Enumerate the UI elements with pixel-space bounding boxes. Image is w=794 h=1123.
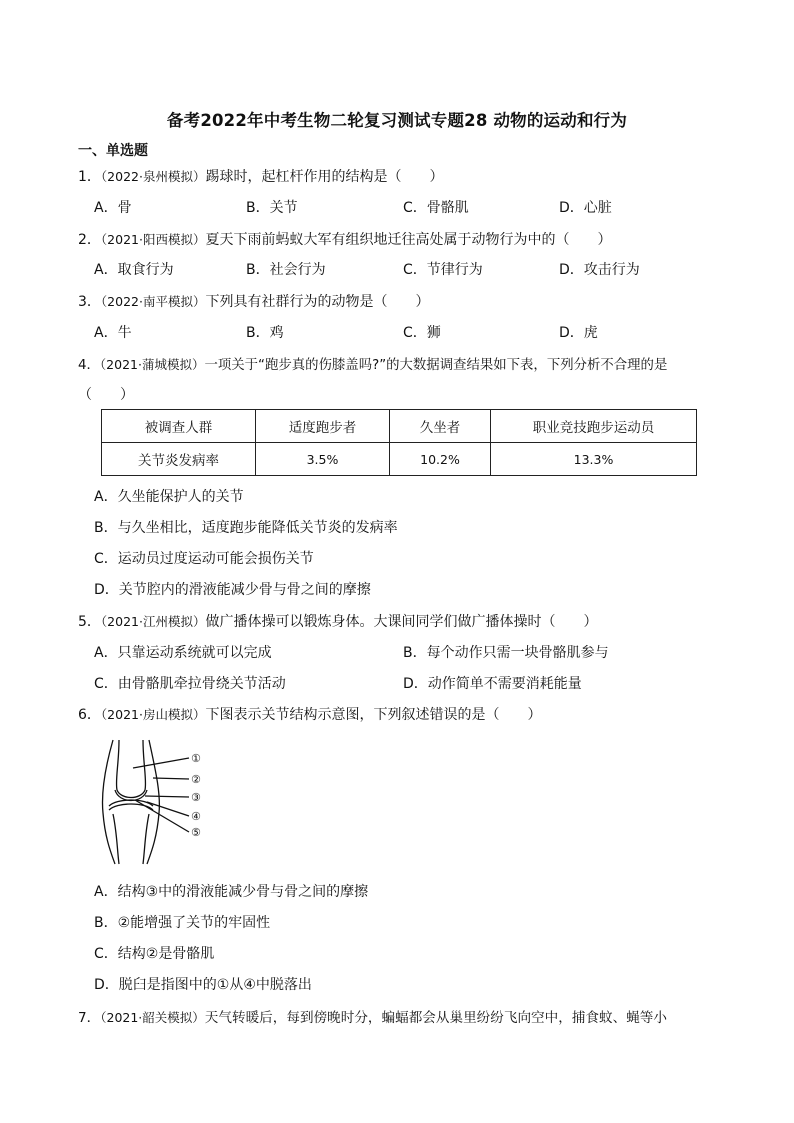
question-source: （2021·蒲城模拟） — [99, 357, 205, 372]
question-number: 5． — [78, 614, 101, 630]
joint-head — [116, 740, 145, 798]
question-4-continuation: （ ） — [78, 387, 134, 403]
option-c[interactable]: C．由骨骼肌牵拉骨绕关节活动 — [94, 676, 286, 692]
question-text: 做广播体操可以锻炼身体。大课间同学们做广播体操时（ ） — [205, 614, 598, 630]
question-number: 1． — [78, 169, 101, 185]
leader-line — [133, 758, 189, 768]
options-q1 — [94, 197, 714, 217]
leader-line — [135, 800, 189, 832]
section-heading: 一、单选题 — [78, 143, 148, 159]
joint-cartilage-upper — [115, 790, 147, 801]
option-a[interactable]: A．牛 — [94, 325, 132, 341]
diagram-label-1: ① — [191, 752, 201, 765]
table-header-row — [102, 410, 697, 443]
joint-structure-diagram — [95, 738, 210, 866]
option-c[interactable]: C．结构②是骨骼肌 — [94, 946, 215, 962]
table-header-cell: 适度跑步者 — [256, 410, 390, 443]
option-c[interactable]: C．节律行为 — [403, 262, 483, 278]
question-number: 3． — [78, 294, 101, 310]
question-text: 踢球时，起杠杆作用的结构是（ ） — [205, 169, 444, 185]
option-d[interactable]: D．脱臼是指图中的①从④中脱落出 — [94, 977, 312, 993]
diagram-label-5: ⑤ — [191, 826, 201, 839]
table-header-cell: 职业竞技跑步运动员 — [491, 410, 697, 443]
question-text: 下图表示关节结构示意图，下列叙述错误的是（ ） — [205, 707, 542, 723]
option-d[interactable]: D．动作简单不需要消耗能量 — [403, 676, 582, 692]
option-c[interactable]: C．狮 — [403, 325, 441, 341]
lower-bone-right — [143, 814, 149, 864]
question-number: 4． — [78, 358, 100, 373]
option-a[interactable]: A．久坐能保护人的关节 — [94, 489, 244, 505]
question-1 — [78, 166, 443, 186]
question-source: （2022·泉州模拟） — [100, 169, 206, 184]
table-header-cell: 久坐者 — [390, 410, 491, 443]
question-text: 夏天下雨前蚂蚁大军有组织地迁往高处属于动物行为中的（ ） — [205, 232, 612, 248]
option-a[interactable]: A．只靠运动系统就可以完成 — [94, 645, 272, 661]
option-b[interactable]: B．每个动作只需一块骨骼肌参与 — [403, 645, 609, 661]
leader-line — [153, 778, 189, 779]
table-header-cell: 被调查人群 — [102, 410, 256, 443]
question-number: 7． — [78, 1010, 101, 1026]
question-3 — [78, 291, 429, 311]
table-row — [102, 443, 697, 476]
leader-line — [147, 802, 189, 816]
question-source: （2021·阳西模拟） — [100, 232, 206, 247]
diagram-label-2: ② — [191, 773, 201, 786]
option-a[interactable]: A．结构③中的滑液能减少骨与骨之间的摩擦 — [94, 884, 369, 900]
table-cell: 3.5% — [256, 443, 390, 476]
question-2 — [78, 229, 611, 249]
question-number: 6． — [78, 707, 101, 723]
option-c[interactable]: C．骨骼肌 — [403, 200, 469, 216]
option-d[interactable]: D．心脏 — [559, 200, 612, 216]
question-source: （2021·江州模拟） — [100, 614, 206, 629]
leader-line — [145, 796, 189, 797]
question-source: （2021·韶关模拟） — [100, 1010, 205, 1025]
question-text: 一项关于“跑步真的伤膝盖吗?”的大数据调查结果如下表，下列分析不合理的是 — [204, 358, 668, 373]
lower-bone-left — [113, 814, 119, 864]
table-cell: 10.2% — [390, 443, 491, 476]
option-d[interactable]: D．虎 — [559, 325, 598, 341]
options-q2 — [94, 259, 714, 279]
diagram-label-4: ④ — [191, 810, 201, 823]
survey-table — [101, 409, 697, 476]
question-text: 下列具有社群行为的动物是（ ） — [205, 294, 430, 310]
question-source: （2022·南平模拟） — [100, 294, 206, 309]
question-7 — [78, 1006, 667, 1026]
option-b[interactable]: B．关节 — [246, 200, 298, 216]
table-row-label: 关节炎发病率 — [102, 443, 256, 476]
option-d[interactable]: D．攻击行为 — [559, 262, 640, 278]
diagram-label-3: ③ — [191, 791, 201, 804]
option-b[interactable]: B．鸡 — [246, 325, 284, 341]
option-a[interactable]: A．取食行为 — [94, 262, 174, 278]
options-q3 — [94, 322, 714, 342]
question-5 — [78, 611, 597, 631]
question-number: 2． — [78, 232, 101, 248]
question-6 — [78, 704, 541, 724]
question-source: （2021·房山模拟） — [100, 707, 206, 722]
joint-capsule-left — [102, 740, 115, 864]
question-4 — [78, 354, 667, 373]
option-b[interactable]: B．社会行为 — [246, 262, 326, 278]
page-title: 备考2022年中考生物二轮复习测试专题28 动物的运动和行为 — [166, 111, 628, 130]
option-a[interactable]: A．骨 — [94, 200, 132, 216]
table-cell: 13.3% — [491, 443, 697, 476]
option-b[interactable]: B．与久坐相比，适度跑步能降低关节炎的发病率 — [94, 520, 398, 536]
option-b[interactable]: B．②能增强了关节的牢固性 — [94, 915, 271, 931]
option-d[interactable]: D．关节腔内的滑液能减少骨与骨之间的摩擦 — [94, 582, 371, 598]
question-text: 天气转暖后，每到傍晚时分，蝙蝠都会从巢里纷纷飞向空中，捕食蚊、蝇等小 — [204, 1010, 667, 1026]
option-c[interactable]: C．运动员过度运动可能会损伤关节 — [94, 551, 314, 567]
